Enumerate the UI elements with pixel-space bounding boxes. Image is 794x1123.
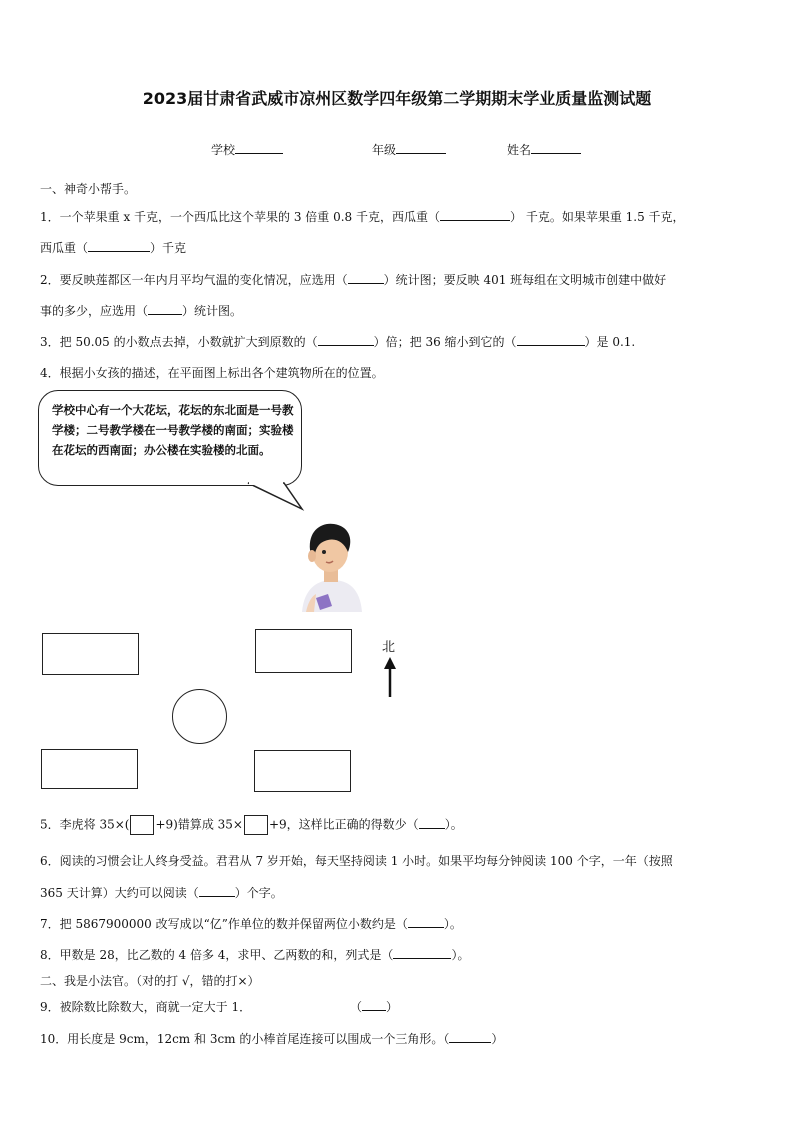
- q10-text-b: ）: [491, 1032, 504, 1046]
- q9-answer-blank[interactable]: [362, 998, 386, 1011]
- q5-text-d: ）。: [444, 817, 463, 832]
- q3-answer-blank-2[interactable]: [517, 333, 585, 346]
- name-label: 姓名: [507, 143, 532, 157]
- q9-open-paren: （: [350, 1000, 363, 1014]
- q5-text-b: +9)错算成 35×: [155, 817, 243, 832]
- question-1-line-2: [40, 239, 186, 256]
- flower-bed-circle: [172, 689, 227, 744]
- q3-text-b: ）倍；把 36 缩小到它的（: [373, 335, 517, 349]
- section-2-heading: 二、我是小法官。（对的打 √，错的打×）: [40, 974, 260, 988]
- grade-field: [372, 140, 446, 158]
- q3-text-a: 3．把 50.05 的小数点去掉，小数就扩大到原数的（: [40, 335, 318, 349]
- q6-text-b: 365 天计算）大约可以阅读（: [40, 886, 199, 900]
- q2-text-d: ）统计图。: [182, 304, 243, 318]
- question-3: [40, 333, 635, 350]
- q5-answer-blank[interactable]: [419, 816, 445, 829]
- grade-blank[interactable]: [396, 140, 446, 154]
- q10-text-a: 10．用长度是 9cm，12cm 和 3cm 的小棒首尾连接可以围成一个三角形。（: [40, 1032, 450, 1046]
- speech-bubble-text: 学校中心有一个大花坛，花坛的东北面是一号教学楼；二号教学楼在一号教学楼的南面；实验楼在花坛的西南面；办公楼在实验楼的北面。: [52, 403, 294, 457]
- question-1-line-1: [40, 208, 685, 225]
- question-10: [40, 1030, 503, 1047]
- question-9-answer: [350, 998, 398, 1015]
- question-7: [40, 915, 462, 932]
- question-2-line-2: [40, 302, 242, 319]
- building-box-southwest[interactable]: [41, 749, 138, 789]
- grade-label: 年级: [372, 143, 397, 157]
- q7-text-a: 7．把 5867900000 改写成以“亿”作单位的数并保留两位小数约是（: [40, 917, 408, 931]
- north-arrow-icon: [382, 657, 398, 699]
- q2-text-c: 事的多少，应选用（: [40, 304, 149, 318]
- question-5: [40, 815, 463, 835]
- building-box-southeast[interactable]: [254, 750, 351, 792]
- q1-text-a: 1．一个苹果重 x 千克，一个西瓜比这个苹果的 3 倍重 0.8 千克，西瓜重（: [40, 210, 441, 224]
- q5-text-c: +9，这样比正确的得数少（: [268, 817, 419, 832]
- section-1-heading: 一、神奇小帮手。: [40, 182, 137, 196]
- question-6-line-1: 6．阅读的习惯会让人终身受益。君君从 7 岁开始，每天坚持阅读 1 小时。如果平均每分钟阅读 100 个字，一年（按照: [40, 854, 673, 868]
- q5-box-2[interactable]: [244, 815, 268, 835]
- question-9: [40, 998, 251, 1015]
- q8-answer-blank[interactable]: [393, 946, 451, 959]
- name-field: [507, 140, 581, 158]
- name-blank[interactable]: [531, 140, 581, 154]
- question-4: 4．根据小女孩的描述，在平面图上标出各个建筑物所在的位置。: [40, 366, 384, 380]
- q1-text-b: ） 千克。如果苹果重 1.5 千克，: [510, 210, 685, 224]
- speech-bubble-tail: [240, 478, 310, 514]
- q6-answer-blank[interactable]: [199, 884, 235, 897]
- question-2-line-1: [40, 271, 666, 288]
- q9-text-a: 9．被除数比除数大，商就一定大于 1．: [40, 1000, 252, 1014]
- q5-box-1[interactable]: [130, 815, 154, 835]
- building-box-northwest[interactable]: [42, 633, 139, 675]
- q5-text-a: 5．李虎将 35×(: [40, 817, 130, 832]
- q9-close-paren: ）: [386, 1000, 399, 1014]
- school-field: [211, 140, 283, 158]
- north-label: 北: [382, 640, 396, 655]
- q2-answer-blank-1[interactable]: [348, 271, 384, 284]
- school-blank[interactable]: [235, 140, 283, 154]
- q10-answer-blank[interactable]: [449, 1030, 491, 1043]
- q8-text-b: ）。: [451, 948, 470, 962]
- q8-text-a: 8．甲数是 28，比乙数的 4 倍多 4，求甲、乙两数的和，列式是（: [40, 948, 394, 962]
- question-8: [40, 946, 469, 963]
- q2-text-a: 2．要反映莲都区一年内月平均气温的变化情况，应选用（: [40, 273, 348, 287]
- school-label: 学校: [211, 143, 236, 157]
- q1-text-c: 西瓜重（: [40, 241, 89, 255]
- q1-answer-blank-2[interactable]: [88, 239, 150, 252]
- q1-text-d: ）千克: [150, 241, 187, 255]
- q6-text-c: ）个字。: [234, 886, 283, 900]
- q2-answer-blank-2[interactable]: [148, 302, 182, 315]
- q3-text-c: ）是 0.1.: [584, 335, 636, 349]
- q7-text-b: ）。: [443, 917, 462, 931]
- page-title: 2023届甘肃省武威市凉州区数学四年级第二学期期末学业质量监测试题: [142, 89, 652, 108]
- q3-answer-blank-1[interactable]: [318, 333, 374, 346]
- question-6-line-2: [40, 884, 283, 901]
- girl-illustration: [292, 518, 372, 612]
- q2-text-b: ）统计图；要反映 401 班每组在文明城市创建中做好: [383, 273, 667, 287]
- building-box-northeast[interactable]: [255, 629, 352, 673]
- q7-answer-blank[interactable]: [408, 915, 444, 928]
- q1-answer-blank-1[interactable]: [440, 208, 510, 221]
